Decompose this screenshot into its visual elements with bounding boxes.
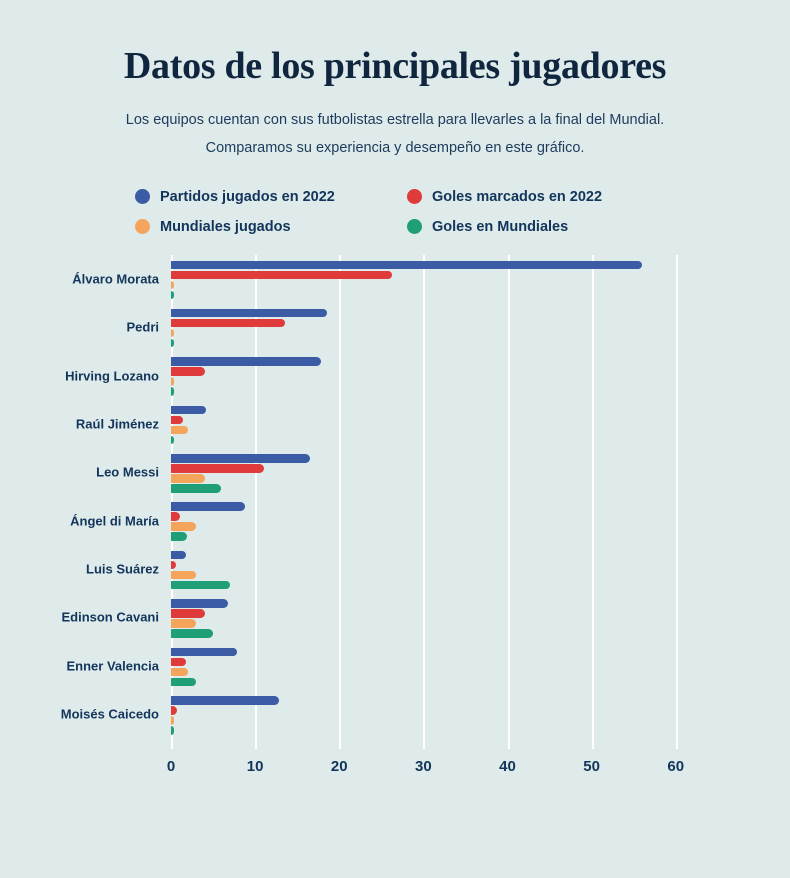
bar[interactable] <box>171 716 174 725</box>
category-label: Hirving Lozano <box>65 368 159 383</box>
chart-row <box>75 400 701 448</box>
bar-chart <box>60 255 701 775</box>
category-label: Enner Valencia <box>66 658 159 674</box>
bar[interactable] <box>171 571 196 580</box>
bar[interactable] <box>171 339 174 348</box>
bar[interactable] <box>171 357 321 366</box>
bar[interactable] <box>171 648 237 657</box>
bar[interactable] <box>171 522 196 531</box>
chart-row <box>86 545 701 593</box>
legend-label: Goles marcados en 2022 <box>432 188 603 205</box>
bar[interactable] <box>171 474 205 483</box>
legend-item-partidos-jugados-en-2022[interactable] <box>135 189 407 219</box>
chart-row <box>96 448 701 496</box>
x-axis-tick-label: 40 <box>499 757 516 775</box>
bar[interactable] <box>171 406 206 415</box>
legend-color-swatch <box>135 219 150 234</box>
x-axis-tick-label: 0 <box>166 757 176 775</box>
chart-row <box>61 593 701 641</box>
bar[interactable] <box>171 726 174 735</box>
category-label: Luis Suárez <box>86 561 159 577</box>
bar[interactable] <box>171 281 174 290</box>
chart-rows <box>60 255 701 749</box>
bar[interactable] <box>171 454 310 463</box>
x-axis-tick-label: 50 <box>583 757 600 775</box>
chart-row <box>72 255 701 303</box>
bar[interactable] <box>171 464 264 473</box>
legend-label: Mundiales jugados <box>160 218 291 235</box>
bar[interactable] <box>171 609 205 618</box>
page-subtitle: Los equipos cuentan con sus futbolistas estrella para llevarles a la final del Mundial. Comparamos su experiencia y desempeño en este gráfico. <box>125 112 665 157</box>
x-axis-tick-label: 30 <box>415 757 432 775</box>
chart-row <box>60 690 701 738</box>
chart-row <box>66 642 701 690</box>
x-axis-tick-label: 20 <box>330 757 348 775</box>
bar[interactable] <box>171 387 174 396</box>
bar[interactable] <box>171 629 213 638</box>
bar[interactable] <box>171 426 188 435</box>
bar[interactable] <box>171 706 177 715</box>
x-axis-tick-label: 60 <box>667 757 685 775</box>
bar[interactable] <box>171 502 245 511</box>
bar[interactable] <box>171 484 221 493</box>
legend-color-swatch <box>407 189 422 204</box>
chart-row <box>126 303 701 351</box>
page-title: Datos de los principales jugadores <box>123 45 667 87</box>
bar[interactable] <box>171 377 174 386</box>
bar[interactable] <box>171 619 196 628</box>
legend-item-mundiales-jugados[interactable] <box>135 219 407 249</box>
category-label: Pedri <box>126 319 159 335</box>
bar[interactable] <box>171 678 196 687</box>
category-label: Ángel di María <box>70 513 159 529</box>
category-label: Álvaro Morata <box>72 271 159 287</box>
bar[interactable] <box>171 561 176 570</box>
legend-item-goles-marcados-en-2022[interactable] <box>407 189 655 219</box>
chart-legend <box>135 163 655 249</box>
category-label: Leo Messi <box>96 464 159 480</box>
category-label: Raúl Jiménez <box>75 416 159 432</box>
chart-row <box>65 351 701 399</box>
bar[interactable] <box>171 271 392 280</box>
legend-color-swatch <box>135 189 150 204</box>
legend-item-goles-en-mundiales[interactable] <box>407 219 655 249</box>
bar[interactable] <box>171 291 174 300</box>
bar[interactable] <box>171 668 188 677</box>
bar[interactable] <box>171 329 174 338</box>
legend-label: Partidos jugados en 2022 <box>160 188 335 205</box>
bar[interactable] <box>171 696 279 705</box>
bar[interactable] <box>171 436 174 445</box>
chart-row <box>70 496 701 544</box>
bar[interactable] <box>171 551 186 560</box>
bar[interactable] <box>171 599 228 608</box>
bar[interactable] <box>171 367 205 376</box>
bar[interactable] <box>171 261 642 270</box>
legend-label: Goles en Mundiales <box>432 218 569 235</box>
bar[interactable] <box>171 319 285 328</box>
bar[interactable] <box>171 532 187 541</box>
bar[interactable] <box>171 416 183 425</box>
category-label: Moisés Caicedo <box>60 706 159 722</box>
category-label: Edinson Cavani <box>61 609 159 625</box>
bar[interactable] <box>171 512 180 521</box>
x-axis-tick-label: 10 <box>246 757 264 775</box>
bar[interactable] <box>171 658 186 667</box>
legend-color-swatch <box>407 219 422 234</box>
bar[interactable] <box>171 309 327 318</box>
bar[interactable] <box>171 581 230 590</box>
